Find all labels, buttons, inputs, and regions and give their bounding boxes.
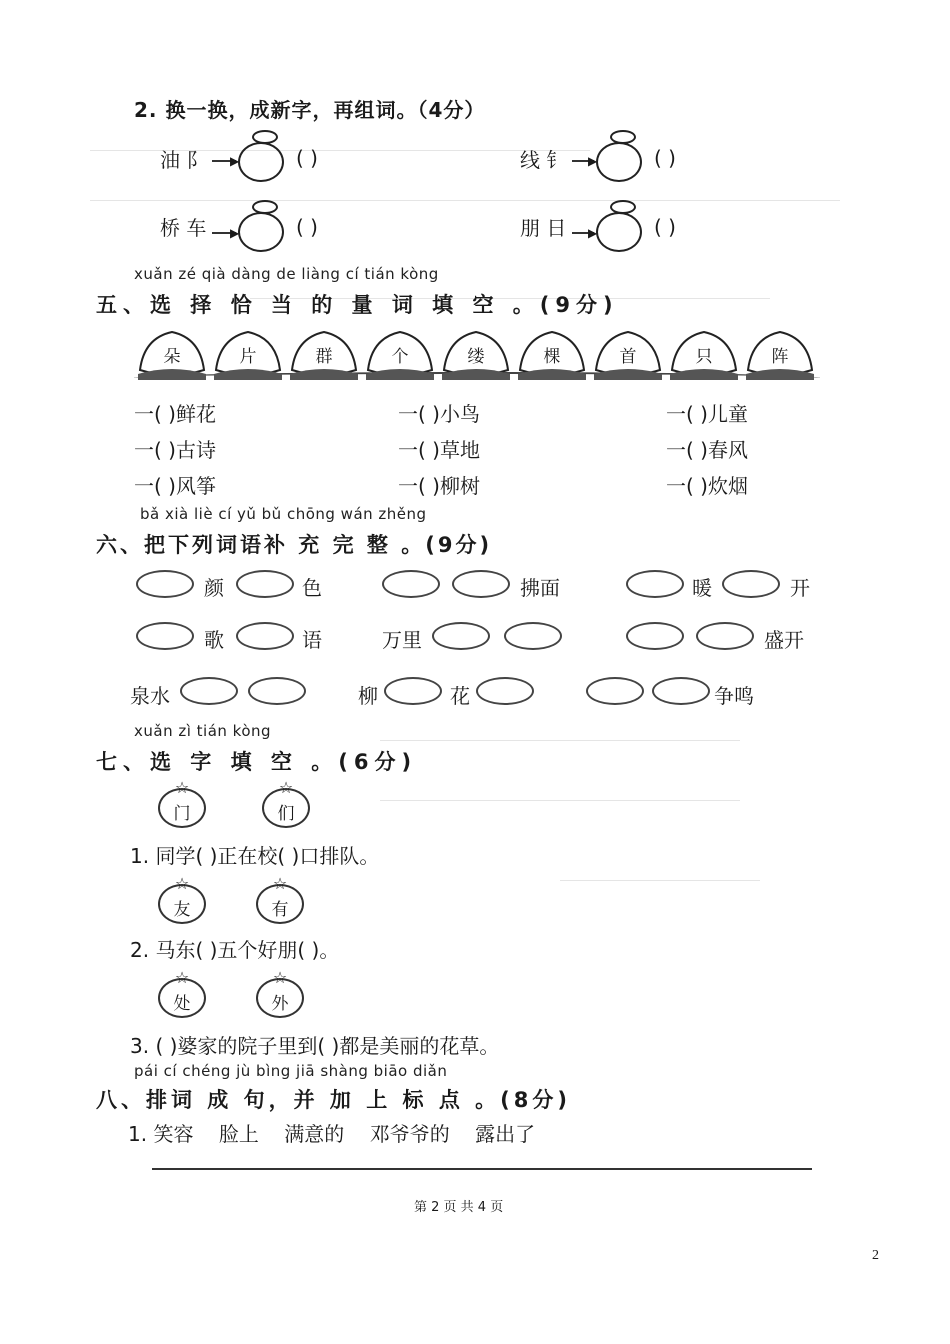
answer-blank[interactable]: ( ) <box>654 215 676 239</box>
cloud-blank[interactable] <box>236 622 294 650</box>
section-title: 六、把下列词语补 充 完 整 。(9分) <box>96 533 493 557</box>
option-label: 处 <box>173 993 191 1014</box>
option-label: 有 <box>271 899 289 920</box>
fill-item[interactable]: 一( )风筝 <box>134 474 216 498</box>
word-char: 色 <box>302 576 322 600</box>
option-label: 缕 <box>467 347 485 367</box>
leaf-icon <box>610 200 636 214</box>
cloud-blank[interactable] <box>432 622 490 650</box>
q2-item: 桥 车 <box>160 216 207 240</box>
page-footer: 第 2 页 共 4 页 <box>414 1200 504 1215</box>
char-option[interactable] <box>256 874 304 924</box>
star-icon: ☆ <box>272 874 288 893</box>
pinyin-line: xuǎn zì tián kòng <box>134 722 272 740</box>
star-icon: ☆ <box>174 874 190 893</box>
q2-item: 线 钅 <box>520 148 567 172</box>
cloud-blank[interactable] <box>476 677 534 705</box>
cloud-blank[interactable] <box>504 622 562 650</box>
cloud-blank[interactable] <box>452 570 510 598</box>
option-label: 友 <box>173 899 191 920</box>
word-option[interactable] <box>212 330 284 382</box>
bleed-line <box>380 800 740 801</box>
fill-item[interactable]: 一( )春风 <box>666 438 748 462</box>
word-option[interactable] <box>516 330 588 382</box>
option-label: 朵 <box>163 347 181 367</box>
star-icon: ☆ <box>272 968 288 987</box>
cloud-blank[interactable] <box>626 622 684 650</box>
q2-title: 2. 换一换，成新字，再组词。（4分） <box>134 98 486 122</box>
fill-item[interactable]: 一( )炊烟 <box>666 474 748 498</box>
word-char: 开 <box>790 576 810 600</box>
answer-line[interactable] <box>152 1168 812 1170</box>
word-char: 暖 <box>692 576 712 600</box>
fill-item[interactable]: 一( )鲜花 <box>134 402 216 426</box>
apple-icon <box>238 212 284 252</box>
char-option[interactable] <box>256 968 304 1018</box>
section-title: 五、选 择 恰 当 的 量 词 填 空 。(9分) <box>96 293 619 317</box>
word-option[interactable] <box>136 330 208 382</box>
leaf-icon <box>252 200 278 214</box>
page-number: 2 <box>872 1248 879 1263</box>
fill-sentence[interactable]: 1. 同学( )正在校( )口排队。 <box>130 844 380 868</box>
cloud-blank[interactable] <box>384 677 442 705</box>
word-char: 花 <box>450 684 470 708</box>
bleed-line <box>90 200 840 201</box>
word-char: 盛开 <box>764 628 804 652</box>
word-option[interactable] <box>592 330 664 382</box>
option-label: 片 <box>239 347 257 367</box>
fill-sentence[interactable]: 2. 马东( )五个好朋( )。 <box>130 938 340 962</box>
arrow-icon: ▶ <box>588 226 598 240</box>
word-char: 争鸣 <box>714 684 754 708</box>
pinyin-line: pái cí chéng jù bìng jiā shàng biāo diǎn <box>134 1062 448 1080</box>
cloud-blank[interactable] <box>626 570 684 598</box>
word-option[interactable] <box>364 330 436 382</box>
bleed-line <box>560 880 760 881</box>
q2-item: 朋 日 <box>520 216 567 240</box>
pinyin-line: bǎ xià liè cí yǔ bǔ chōng wán zhěng <box>140 505 427 523</box>
apple-icon <box>596 212 642 252</box>
option-label: 们 <box>277 803 295 824</box>
apple-icon <box>238 142 284 182</box>
cloud-blank[interactable] <box>136 570 194 598</box>
word-option[interactable] <box>288 330 360 382</box>
option-label: 门 <box>173 803 191 824</box>
word-char: 语 <box>302 628 322 652</box>
char-option[interactable] <box>158 778 206 828</box>
char-option[interactable] <box>262 778 310 828</box>
cloud-blank[interactable] <box>586 677 644 705</box>
fill-sentence[interactable]: 3. ( )婆家的院子里到( )都是美丽的花草。 <box>130 1034 500 1058</box>
word-char: 拂面 <box>520 576 560 600</box>
cloud-blank[interactable] <box>248 677 306 705</box>
fill-item[interactable]: 一( )儿童 <box>666 402 748 426</box>
pinyin-line: xuǎn zé qià dàng de liàng cí tián kòng <box>134 265 439 283</box>
word-char: 泉水 <box>130 684 170 708</box>
answer-blank[interactable]: ( ) <box>296 146 318 170</box>
word-option[interactable] <box>668 330 740 382</box>
char-option[interactable] <box>158 968 206 1018</box>
fill-item[interactable]: 一( )古诗 <box>134 438 216 462</box>
fill-item[interactable]: 一( )柳树 <box>398 474 480 498</box>
cloud-blank[interactable] <box>180 677 238 705</box>
star-icon: ☆ <box>174 778 190 797</box>
option-label: 只 <box>695 347 713 367</box>
word-option[interactable] <box>440 330 512 382</box>
q2-item: 油 阝 <box>160 148 207 172</box>
word-char: 柳 <box>358 684 378 708</box>
option-label: 首 <box>619 347 637 367</box>
cloud-blank[interactable] <box>136 622 194 650</box>
cloud-blank[interactable] <box>382 570 440 598</box>
option-label: 外 <box>271 993 289 1014</box>
word-option[interactable] <box>744 330 816 382</box>
star-icon: ☆ <box>278 778 294 797</box>
word-char: 万里 <box>382 628 422 652</box>
fill-item[interactable]: 一( )小鸟 <box>398 402 480 426</box>
leaf-icon <box>252 130 278 144</box>
sentence-words: 1. 笑容 脸上 满意的 邓爷爷的 露出了 <box>128 1122 536 1146</box>
fill-item[interactable]: 一( )草地 <box>398 438 480 462</box>
cloud-blank[interactable] <box>652 677 710 705</box>
option-label: 阵 <box>771 347 789 367</box>
arrow-icon: ▶ <box>230 154 240 168</box>
cloud-blank[interactable] <box>696 622 754 650</box>
cloud-blank[interactable] <box>236 570 294 598</box>
option-label: 群 <box>315 347 333 367</box>
word-char: 歌 <box>204 628 224 652</box>
cloud-blank[interactable] <box>722 570 780 598</box>
word-char: 颜 <box>204 576 224 600</box>
answer-blank[interactable]: ( ) <box>654 146 676 170</box>
arrow-icon: ▶ <box>588 154 598 168</box>
leaf-icon <box>610 130 636 144</box>
section-title: 八、排词 成 句，并 加 上 标 点 。(8分) <box>96 1088 571 1112</box>
char-option[interactable] <box>158 874 206 924</box>
star-icon: ☆ <box>174 968 190 987</box>
bleed-line <box>380 740 740 741</box>
option-label: 个 <box>391 347 409 367</box>
section-title: 七、选 字 填 空 。(6分) <box>96 750 418 774</box>
answer-blank[interactable]: ( ) <box>296 215 318 239</box>
option-label: 棵 <box>543 347 561 367</box>
apple-icon <box>596 142 642 182</box>
arrow-icon: ▶ <box>230 226 240 240</box>
